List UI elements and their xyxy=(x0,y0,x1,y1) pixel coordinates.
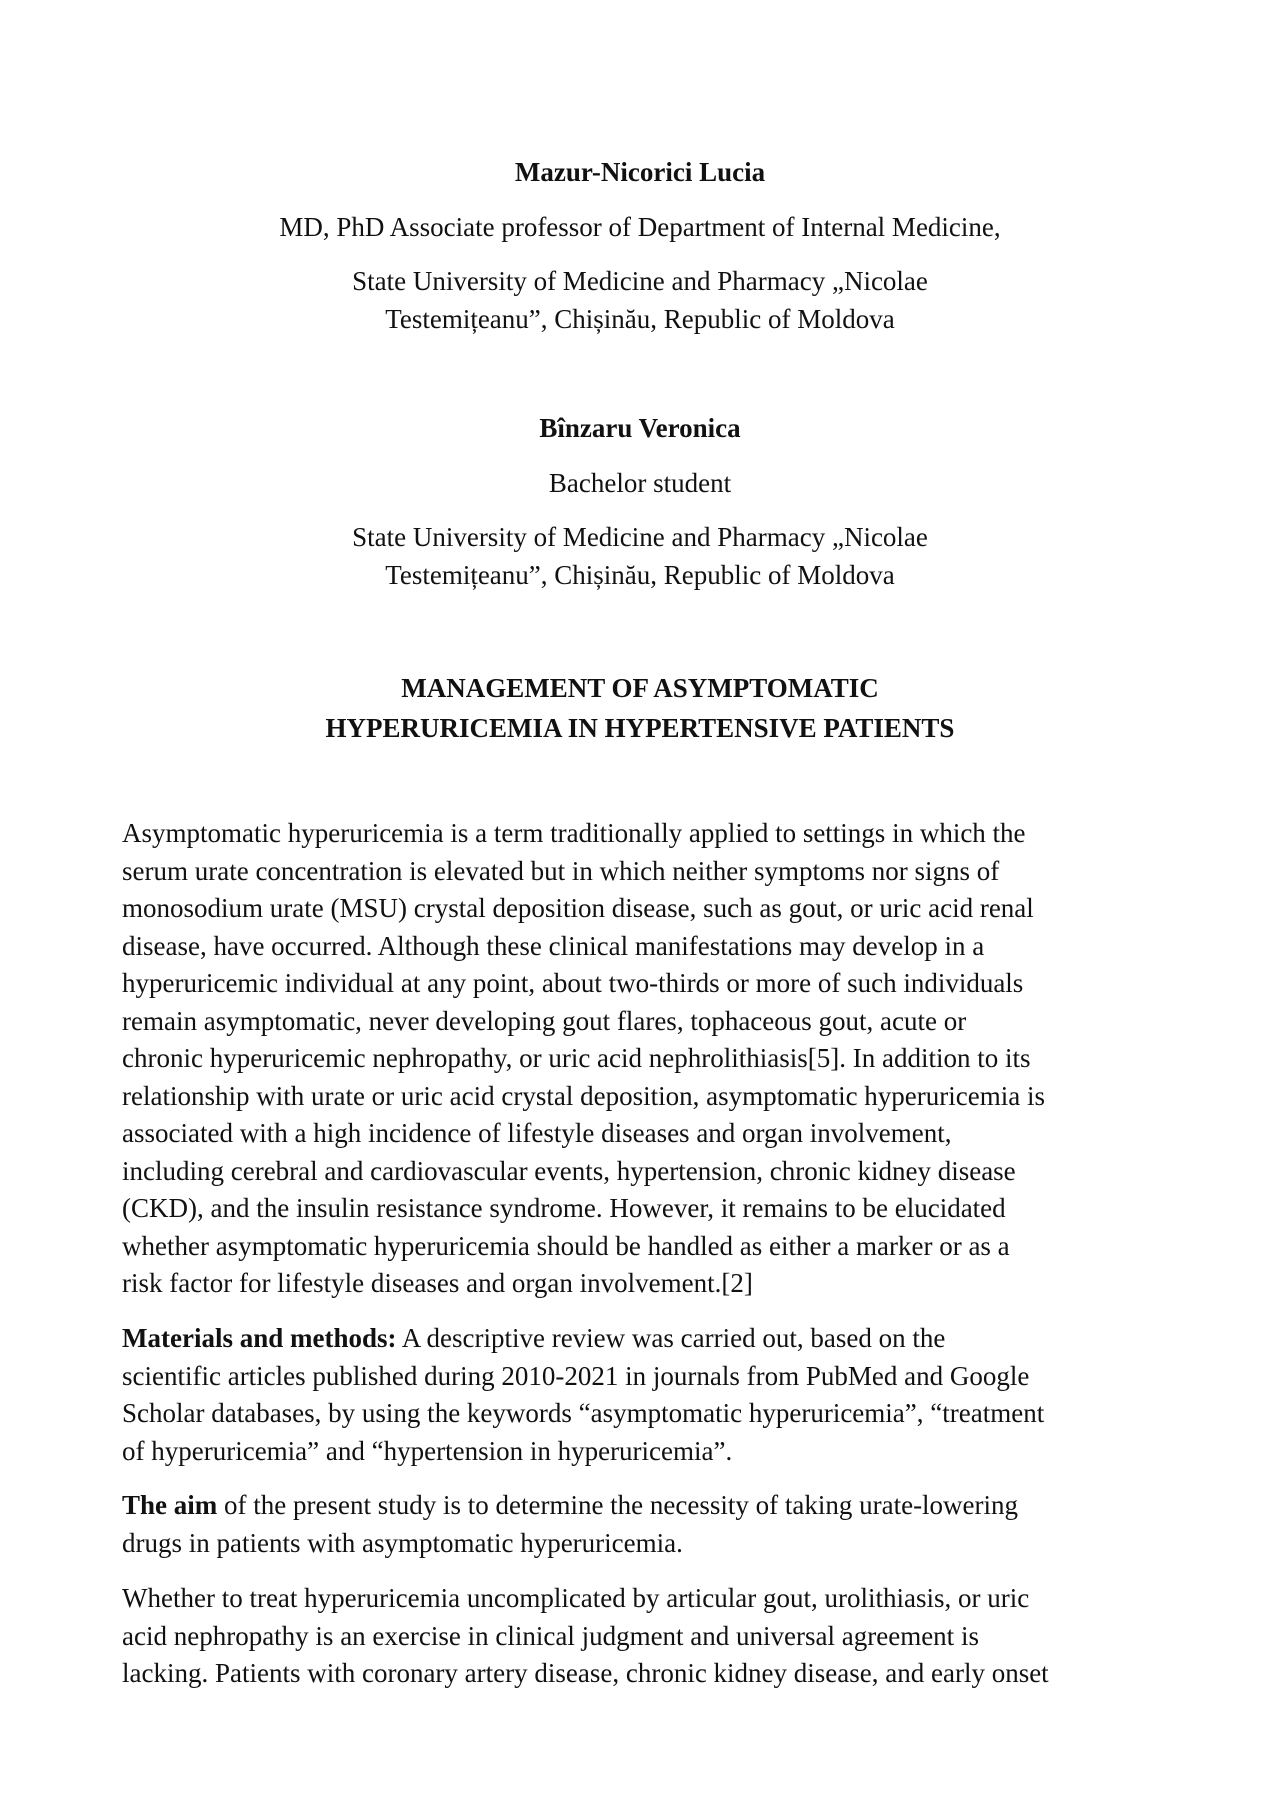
text-line: serum urate concentration is elevated but in which neither symptoms nor signs of xyxy=(122,855,1000,886)
aim-paragraph xyxy=(122,1487,1172,1562)
text-line: whether asymptomatic hyperuricemia should be handled as either a marker or as a xyxy=(122,1230,1010,1261)
text-line: lacking. Patients with coronary artery disease, chronic kidney disease, and early onset xyxy=(122,1658,1049,1688)
author-position: Bachelor student xyxy=(548,467,732,498)
author-name: Bînzaru Veronica xyxy=(539,413,741,443)
text-line: risk factor for lifestyle diseases and organ involvement.[2] xyxy=(122,1268,753,1298)
author-affiliation xyxy=(200,263,1080,338)
text-line: hyperuricemic individual at any point, about two-thirds or more of such individuals xyxy=(122,968,1024,998)
aim-heading: The aim xyxy=(122,1490,218,1520)
title-line: HYPERURICEMIA IN HYPERTENSIVE PATIENTS xyxy=(325,713,955,743)
text-line: Whether to treat hyperuricemia uncomplicated by articular gout, urolithiasis, or uric xyxy=(122,1583,1030,1613)
text-line: monosodium urate (MSU) crystal deposition disease, such as gout, or uric acid renal xyxy=(122,893,1034,923)
text-run: A descriptive review was carried out, based on the xyxy=(396,1323,946,1353)
text-line: including cerebral and cardiovascular events, hypertension, chronic kidney disease xyxy=(122,1155,1016,1186)
affiliation-line: State University of Medicine and Pharmacy „Nicolae xyxy=(352,266,928,296)
intro-paragraph xyxy=(122,815,1172,1303)
text-line: Asymptomatic hyperuricemia is a term traditionally applied to settings in which the xyxy=(122,818,1026,848)
text-line: remain asymptomatic, never developing gout flares, tophaceous gout, acute or xyxy=(122,1005,967,1036)
author-affiliation xyxy=(200,519,1080,594)
methods-heading: Materials and methods: xyxy=(122,1323,397,1353)
text-line: chronic hyperuricemic nephropathy, or uric acid nephrolithiasis[5]. In addition to its xyxy=(122,1043,1031,1073)
author-block-1 xyxy=(200,154,1080,338)
author-name: Mazur-Nicorici Lucia xyxy=(514,157,766,187)
text-line: drugs in patients with asymptomatic hyperuricemia. xyxy=(122,1527,683,1558)
text-line: acid nephropathy is an exercise in clinical judgment and universal agreement is xyxy=(122,1620,979,1651)
text-line xyxy=(122,1320,1172,1358)
discussion-paragraph xyxy=(122,1580,1172,1693)
author-block-2 xyxy=(200,410,1080,594)
text-line: Scholar databases, by using the keywords “asymptomatic hyperuricemia”, “treatment xyxy=(122,1398,1045,1428)
title-line: MANAGEMENT OF ASYMPTOMATIC xyxy=(401,673,879,703)
text-line: (CKD), and the insulin resistance syndrome. However, it remains to be elucidated xyxy=(122,1193,1006,1223)
text-line: scientific articles published during 2010-2021 in journals from PubMed and Google xyxy=(122,1360,1030,1391)
text-run: of the present study is to determine the necessity of taking urate-lowering xyxy=(217,1490,1019,1520)
text-line xyxy=(122,1487,1172,1525)
text-line: relationship with urate or uric acid crystal deposition, asymptomatic hyperuricemia is xyxy=(122,1080,1045,1111)
paper-title xyxy=(200,668,1080,748)
affiliation-line: Testemițeanu”, Chișinău, Republic of Moldova xyxy=(385,559,895,590)
text-line: of hyperuricemia” and “hypertension in hyperuricemia”. xyxy=(122,1435,733,1466)
affiliation-line: Testemițeanu”, Chișinău, Republic of Moldova xyxy=(385,303,895,334)
author-position: MD, PhD Associate professor of Department of Internal Medicine, xyxy=(279,211,1001,242)
text-line: disease, have occurred. Although these clinical manifestations may develop in a xyxy=(122,930,985,961)
text-line: associated with a high incidence of lifestyle diseases and organ involvement, xyxy=(122,1118,952,1148)
methods-paragraph xyxy=(122,1320,1172,1470)
affiliation-line: State University of Medicine and Pharmacy „Nicolae xyxy=(352,522,928,552)
